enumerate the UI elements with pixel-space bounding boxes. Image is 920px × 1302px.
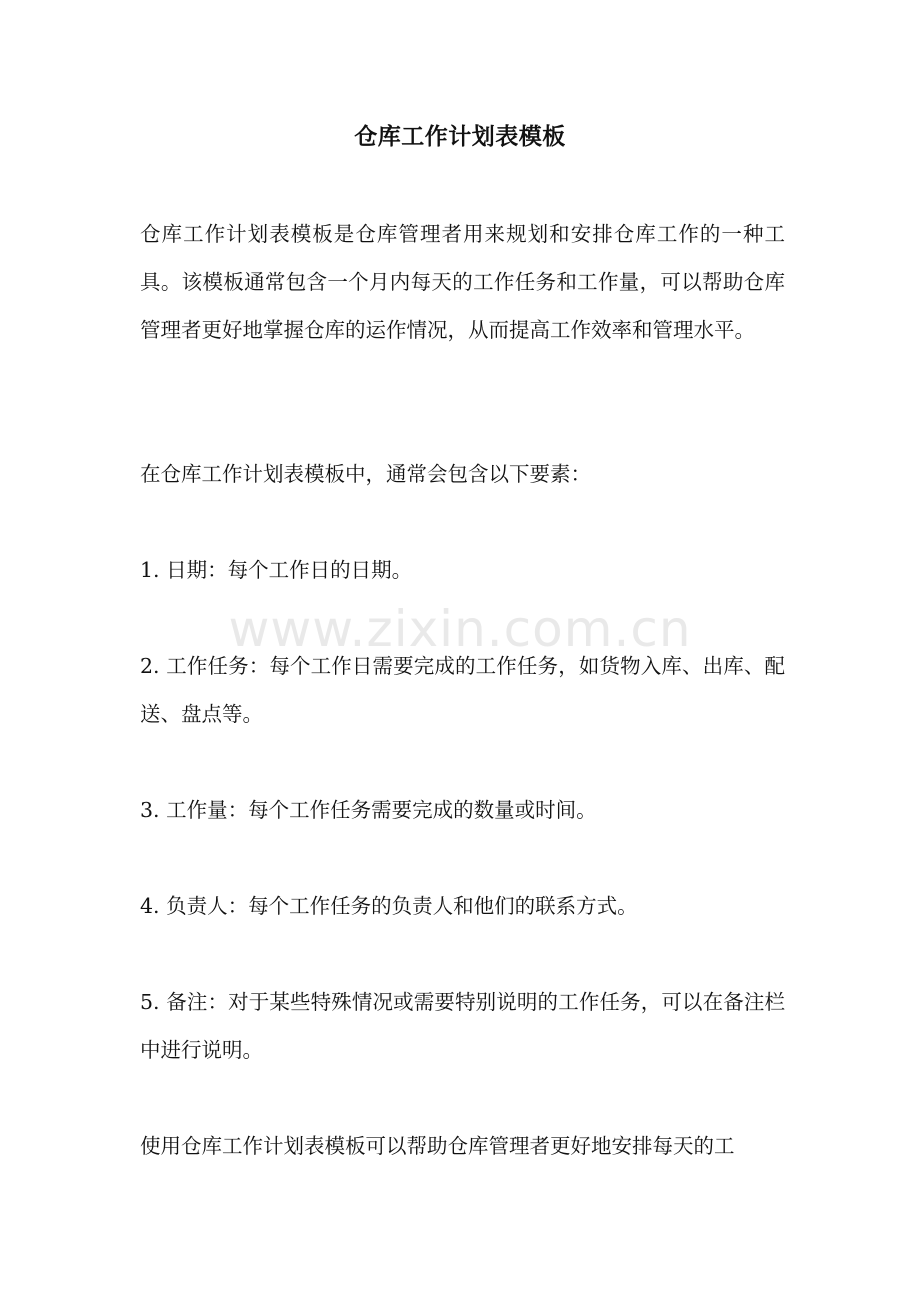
list-item-owner: 4. 负责人：每个工作任务的负责人和他们的联系方式。 xyxy=(140,894,638,918)
watermark: www.zixin.com.cn xyxy=(228,600,692,658)
document-title: 仓库工作计划表模板 xyxy=(354,123,566,150)
list-item-notes: 5. 备注：对于某些特殊情况或需要特别说明的工作任务，可以在备注栏中进行说明。 xyxy=(140,990,785,1062)
list-item-date: 1. 日期：每个工作日的日期。 xyxy=(140,558,413,582)
closing-paragraph: 使用仓库工作计划表模板可以帮助仓库管理者更好地安排每天的工 xyxy=(140,1134,735,1158)
list-item-workload: 3. 工作量：每个工作任务需要完成的数量或时间。 xyxy=(140,798,597,822)
elements-intro-paragraph: 在仓库工作计划表模板中，通常会包含以下要素： xyxy=(140,462,591,486)
list-item-tasks: 2. 工作任务：每个工作日需要完成的工作任务，如货物入库、出库、配送、盘点等。 xyxy=(140,654,785,726)
intro-paragraph: 仓库工作计划表模板是仓库管理者用来规划和安排仓库工作的一种工具。该模板通常包含一个月内每天的工作任务和工作量，可以帮助仓库管理者更好地掌握仓库的运作情况，从而提高工作效率和管理水平。 xyxy=(140,222,785,342)
